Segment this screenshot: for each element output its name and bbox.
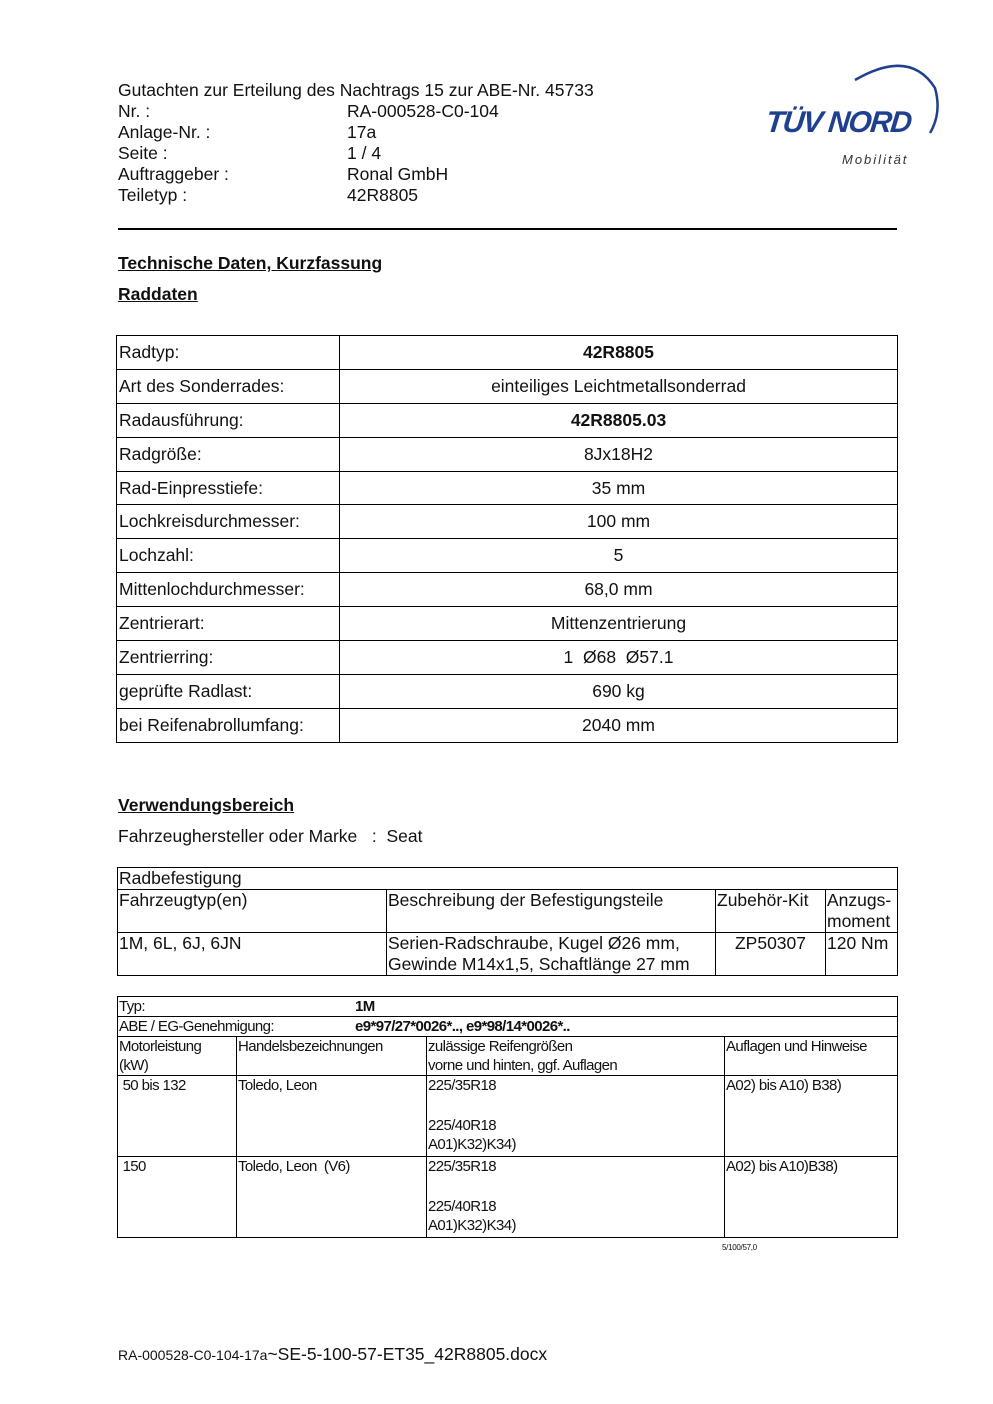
tuv-nord-logo <box>760 58 945 173</box>
section-title-technical: Technische Daten, Kurzfassung <box>118 253 383 273</box>
table-row: Art des Sonderrades: einteiliges Leichtmetallsonderrad <box>117 369 898 403</box>
logo-subtitle: Mobilität <box>842 152 909 167</box>
header-row-anlage: Anlage-Nr. : 17a <box>118 122 377 142</box>
table-row: 150 Toledo, Leon (V6) 225/35R18 225/40R18 A01)K32)K34) A02) bis A10)B38) <box>118 1157 898 1238</box>
table-row: Lochzahl: 5 <box>117 539 898 573</box>
document-header <box>118 80 594 206</box>
table-row: Fahrzeugtyp(en) Beschreibung der Befestigungsteile Zubehör-Kit Anzugs- moment <box>118 890 898 933</box>
table-row: 50 bis 132 Toledo, Leon 225/35R18 225/40R18 A01)K32)K34) A02) bis A10) B38) <box>118 1076 898 1157</box>
table-row: Radbefestigung <box>118 868 898 890</box>
document-title: Gutachten zur Erteilung des Nachtrags 15 zur ABE-Nr. 45733 <box>118 80 594 100</box>
table-row: Lochkreisdurchmesser: 100 mm <box>117 505 898 539</box>
header-row-seite: Seite : 1 / 4 <box>118 143 382 163</box>
table-row: Radausführung: 42R8805.03 <box>117 403 898 437</box>
table-row: Zentrierring: 1 Ø68 Ø57.1 <box>117 641 898 675</box>
logo-brand-text: TÜV NORD <box>764 106 913 139</box>
header-row-auftraggeber: Auftraggeber : Ronal GmbH <box>118 164 449 184</box>
section-subtitle-raddaten: Raddaten <box>118 284 198 304</box>
page-footer: RA-000528-C0-104-17a~SE-5-100-57-ET35_42R8805.docx <box>118 1344 548 1364</box>
table-row: bei Reifenabrollumfang: 2040 mm <box>117 708 898 742</box>
typ-table <box>117 996 898 1238</box>
manufacturer-value: Seat <box>386 826 423 846</box>
table-row: Rad-Einpresstiefe: 35 mm <box>117 471 898 505</box>
table-row: Zentrierart: Mittenzentrierung <box>117 607 898 641</box>
header-row-nr: Nr. : RA-000528-C0-104 <box>118 101 499 121</box>
manufacturer-line: Fahrzeughersteller oder Marke : Seat <box>118 826 423 846</box>
table-row: Typ: 1M <box>118 997 898 1017</box>
table-row: geprüfte Radlast: 690 kg <box>117 674 898 708</box>
table-row: ABE / EG-Genehmigung: e9*97/27*0026*.., e9*98/14*0026*.. <box>118 1017 898 1037</box>
radbefestigung-table <box>117 867 898 976</box>
table-row: Mittenlochdurchmesser: 68,0 mm <box>117 573 898 607</box>
table-row: Motorleistung (kW) Handelsbezeichnungen zulässige Reifengrößen vorne und hinten, ggf. Auflagen Auflagen und Hinweise <box>118 1037 898 1076</box>
section-title-verwendung: Verwendungsbereich <box>118 795 295 815</box>
raddaten-table <box>116 335 898 743</box>
header-divider <box>118 228 897 230</box>
table-row: Radgröße: 8Jx18H2 <box>117 437 898 471</box>
table-row: Radtyp: 42R8805 <box>117 336 898 370</box>
table-row: 1M, 6L, 6J, 6JN Serien-Radschraube, Kugel Ø26 mm, Gewinde M14x1,5, Schaftlänge 27 mm ZP50307 120 Nm <box>118 933 898 976</box>
table-footnote: 5/100/57,0 <box>722 1243 757 1252</box>
header-row-teiletyp: Teiletyp : 42R8805 <box>118 185 419 205</box>
